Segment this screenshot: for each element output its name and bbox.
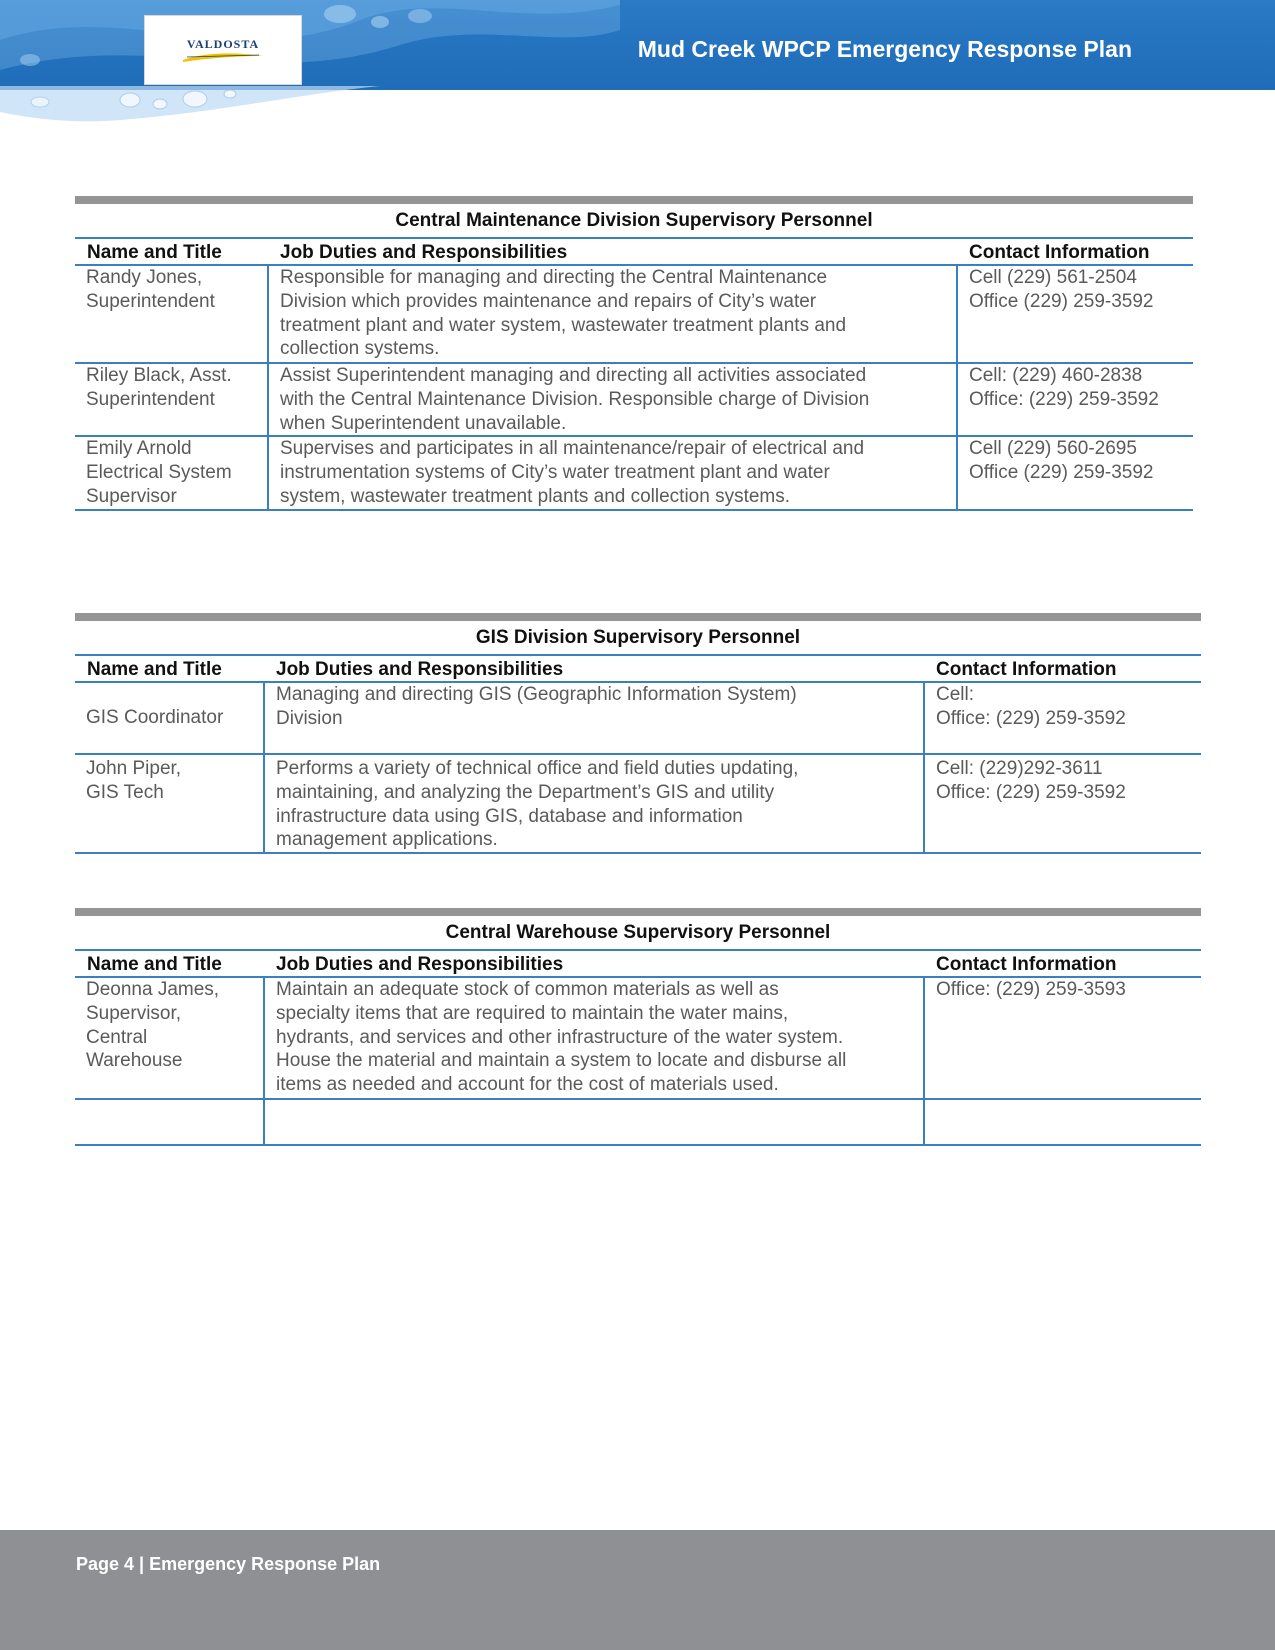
column-header: Contact Information — [924, 950, 1201, 977]
section-caption: Central Warehouse Supervisory Personnel — [445, 922, 831, 943]
cell-line: Division which provides maintenance and repairs of City’s water — [280, 290, 817, 312]
name-title-cell — [75, 363, 268, 436]
central-maintenance-section — [75, 196, 1193, 511]
duties-cell — [264, 754, 924, 853]
cell-line: Central — [86, 1026, 148, 1048]
table-row — [75, 436, 1193, 510]
cell-line: Superintendent — [86, 290, 215, 312]
logo-swoosh-icon — [181, 50, 265, 64]
column-header: Job Duties and Responsibilities — [268, 238, 957, 265]
cell-line: Emily Arnold — [86, 438, 192, 460]
cell-line: system, wastewater treatment plants and collection systems. — [280, 485, 791, 507]
cell-line: when Superintendent unavailable. — [280, 412, 567, 434]
duties-cell — [268, 265, 957, 363]
cell-line: Performs a variety of technical office and field duties updating, — [276, 758, 799, 779]
personnel-table — [75, 237, 1193, 511]
cell-line: Cell: (229)292-3611 — [936, 758, 1103, 779]
cell-line: Managing and directing GIS (Geographic Information System) — [276, 684, 797, 705]
section-top-bar — [75, 908, 1201, 916]
cell-line: Office (229) 259-3592 — [969, 462, 1154, 484]
name-title-cell — [75, 754, 264, 853]
contact-cell — [924, 1099, 1201, 1145]
column-header: Name and Title — [75, 655, 264, 682]
duties-cell — [264, 977, 924, 1099]
contact-cell — [924, 682, 1201, 754]
name-title-cell — [75, 1099, 264, 1145]
table-header-row — [75, 238, 1193, 265]
table-row — [75, 363, 1193, 436]
water-splash-graphic — [0, 86, 380, 130]
table-row — [75, 754, 1201, 853]
table-row — [75, 682, 1201, 754]
cell-line: Deonna James, — [86, 979, 220, 1000]
cell-line: Randy Jones, — [86, 267, 203, 288]
name-title-cell — [75, 977, 264, 1099]
column-header: Contact Information — [957, 238, 1193, 265]
cell-line: treatment plant and water system, wastewater treatment plants and — [280, 314, 847, 336]
cell-line: John Piper, — [86, 758, 182, 779]
cell-line: Supervisor, — [86, 1002, 182, 1024]
cell-line: management applications. — [276, 829, 498, 851]
cell-line: maintaining, and analyzing the Department’s GIS and utility — [276, 781, 775, 803]
cell-line: GIS Coordinator — [86, 707, 224, 729]
table-row — [75, 977, 1201, 1099]
cell-line: collection systems. — [280, 338, 440, 360]
contact-cell — [924, 977, 1201, 1099]
valdosta-logo — [144, 15, 302, 85]
cell-line: Warehouse — [86, 1050, 183, 1072]
cell-line: specialty items that are required to maintain the water mains, — [276, 1002, 789, 1024]
cell-line: Responsible for managing and directing the Central Maintenance — [280, 267, 828, 288]
page-header — [0, 0, 1275, 90]
table-header-row — [75, 655, 1201, 682]
name-title-cell — [75, 436, 268, 510]
cell-line: House the material and maintain a system to locate and disburse all — [276, 1050, 847, 1072]
cell-line: Superintendent — [86, 388, 215, 410]
column-header: Job Duties and Responsibilities — [264, 950, 924, 977]
contact-cell — [957, 363, 1193, 436]
name-title-cell — [75, 682, 264, 754]
cell-line: Division — [276, 707, 343, 729]
table-header-row — [75, 950, 1201, 977]
cell-line: Office: (229) 259-3592 — [936, 781, 1126, 803]
cell-line: Office: (229) 259-3593 — [936, 979, 1126, 1000]
document-title: Mud Creek WPCP Emergency Response Plan — [637, 36, 1132, 62]
cell-line: instrumentation systems of City’s water treatment plant and water — [280, 462, 830, 484]
cell-line: Supervisor — [86, 485, 177, 507]
cell-line: Assist Superintendent managing and directing all activities associated — [280, 365, 867, 386]
column-header: Name and Title — [75, 950, 264, 977]
section-caption: GIS Division Supervisory Personnel — [475, 627, 801, 648]
water-swirl-graphic — [0, 0, 620, 90]
cell-line: with the Central Maintenance Division. Responsible charge of Division — [280, 388, 870, 410]
personnel-table — [75, 654, 1201, 854]
footer-text: Page 4 | Emergency Response Plan — [76, 1554, 381, 1574]
duties-cell — [264, 1099, 924, 1145]
cell-line: Riley Black, Asst. — [86, 365, 232, 386]
duties-cell — [264, 682, 924, 754]
section-top-bar — [75, 613, 1201, 621]
duties-cell — [268, 363, 957, 436]
central-warehouse-section — [75, 908, 1201, 1146]
column-header: Job Duties and Responsibilities — [264, 655, 924, 682]
cell-line: Office: (229) 259-3592 — [936, 707, 1126, 729]
cell-line: items as needed and account for the cost of materials used. — [276, 1074, 779, 1096]
section-caption: Central Maintenance Division Supervisory Personnel — [395, 210, 873, 231]
cell-line: Maintain an adequate stock of common materials as well as — [276, 979, 779, 1000]
logo-text: VALDOSTA — [186, 37, 260, 51]
contact-cell — [957, 265, 1193, 363]
cell-line: Electrical System — [86, 462, 232, 484]
duties-cell — [268, 436, 957, 510]
table-row — [75, 265, 1193, 363]
cell-line: Cell (229) 560-2695 — [969, 438, 1137, 460]
cell-line: Office: (229) 259-3592 — [969, 388, 1159, 410]
contact-cell — [924, 754, 1201, 853]
personnel-table — [75, 949, 1201, 1146]
page-footer — [0, 1530, 1275, 1650]
cell-line: Supervises and participates in all maintenance/repair of electrical and — [280, 438, 865, 460]
cell-line: GIS Tech — [86, 781, 164, 803]
cell-line: infrastructure data using GIS, database and information — [276, 805, 743, 827]
table-row-empty — [75, 1099, 1201, 1145]
cell-line: hydrants, and services and other infrastructure of the water system. — [276, 1026, 844, 1048]
gis-division-section — [75, 613, 1201, 854]
contact-cell — [957, 436, 1193, 510]
cell-line: Office (229) 259-3592 — [969, 290, 1154, 312]
cell-line: Cell (229) 561-2504 — [969, 267, 1137, 288]
name-title-cell — [75, 265, 268, 363]
column-header: Contact Information — [924, 655, 1201, 682]
cell-line: Cell: (229) 460-2838 — [969, 365, 1143, 386]
cell-line: Cell: — [936, 684, 975, 705]
column-header: Name and Title — [75, 238, 268, 265]
section-top-bar — [75, 196, 1193, 204]
